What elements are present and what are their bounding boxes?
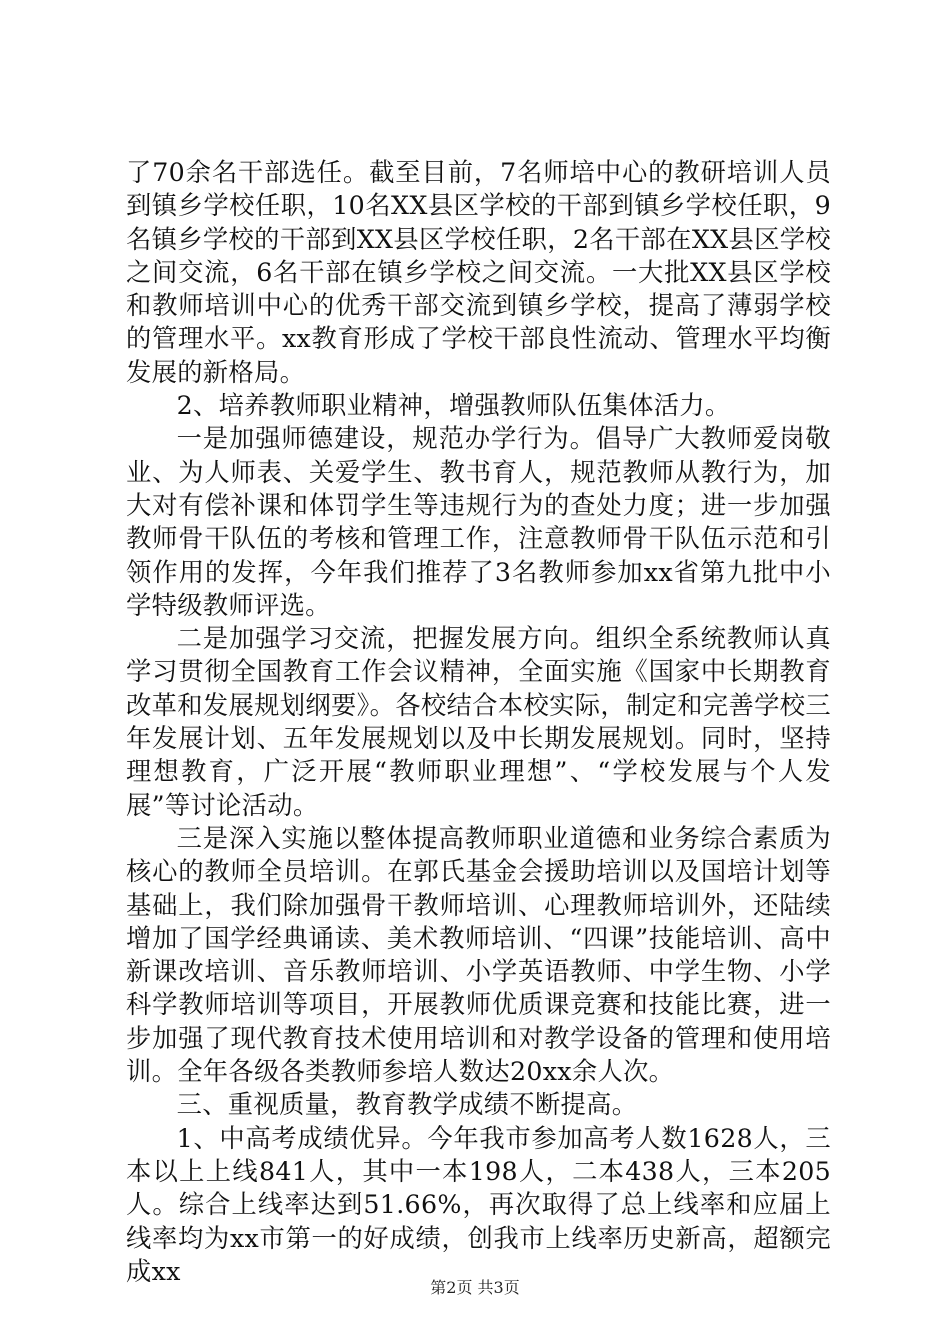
- page-footer: 第2页 共3页: [430, 1278, 520, 1297]
- heading-quality: 三、重视质量，教育教学成绩不断提高。: [176, 1090, 638, 1120]
- paragraph-exam-results: 1、中高考成绩优异。今年我市参加高考人数1628人，三本以上上线841人，其中一本198人，二本438人，三本205人。综合上线率达到51.66%，再次取得了总上线率和应届上线率均为xx市第一的好成绩，创我市上线率历史新高，超额完成xx: [126, 1123, 831, 1286]
- paragraph-learning-exchange: 二是加强学习交流，把握发展方向。组织全系统教师认真学习贯彻全国教育工作会议精神，全面实施《国家中长期教育改革和发展规划纲要》。各校结合本校实际，制定和完善学校三年发展计划、五年发展规划以及中长期发展规划。同时，坚持理想教育，广泛开展“教师职业理想”、“学校发展与个人发展”等讨论活动。: [126, 624, 831, 820]
- document-body: [126, 156, 831, 1288]
- heading-teacher-spirit: 2、培养教师职业精神，增强教师队伍集体活力。: [176, 391, 731, 421]
- paragraph-cadre-exchange: 了70余名干部选任。截至目前，7名师培中心的教研培训人员到镇乡学校任职，10名XX县区学校的干部到镇乡学校任职，9名镇乡学校的干部到XX县区学校任职，2名干部在XX县区学校之间交流，6名干部在镇乡学校之间交流。一大批XX县区学校和教师培训中心的优秀干部交流到镇乡学校，提高了薄弱学校的管理水平。xx教育形成了学校干部良性流动、管理水平均衡发展的新格局。: [126, 158, 831, 387]
- paragraph-teacher-training: 三是深入实施以整体提高教师职业道德和业务综合素质为核心的教师全员培训。在郭氏基金会援助培训以及国培计划等基础上，我们除加强骨干教师培训、心理教师培训外，还陆续增加了国学经典诵读、美术教师培训、“四课”技能培训、高中新课改培训、音乐教师培训、小学英语教师、中学生物、小学科学教师培训等项目，开展教师优质课竞赛和技能比赛，进一步加强了现代教育技术使用培训和对教学设备的管理和使用培训。全年各级各类教师参培人数达20xx余人次。: [126, 823, 831, 1087]
- paragraph-teacher-ethics: 一是加强师德建设，规范办学行为。倡导广大教师爱岗敬业、为人师表、关爱学生、教书育人，规范教师从教行为，加大对有偿补课和体罚学生等违规行为的查处力度；进一步加强教师骨干队伍的考核和管理工作，注意教师骨干队伍示范和引领作用的发挥，今年我们推荐了3名教师参加xx省第九批中小学特级教师评选。: [126, 424, 831, 620]
